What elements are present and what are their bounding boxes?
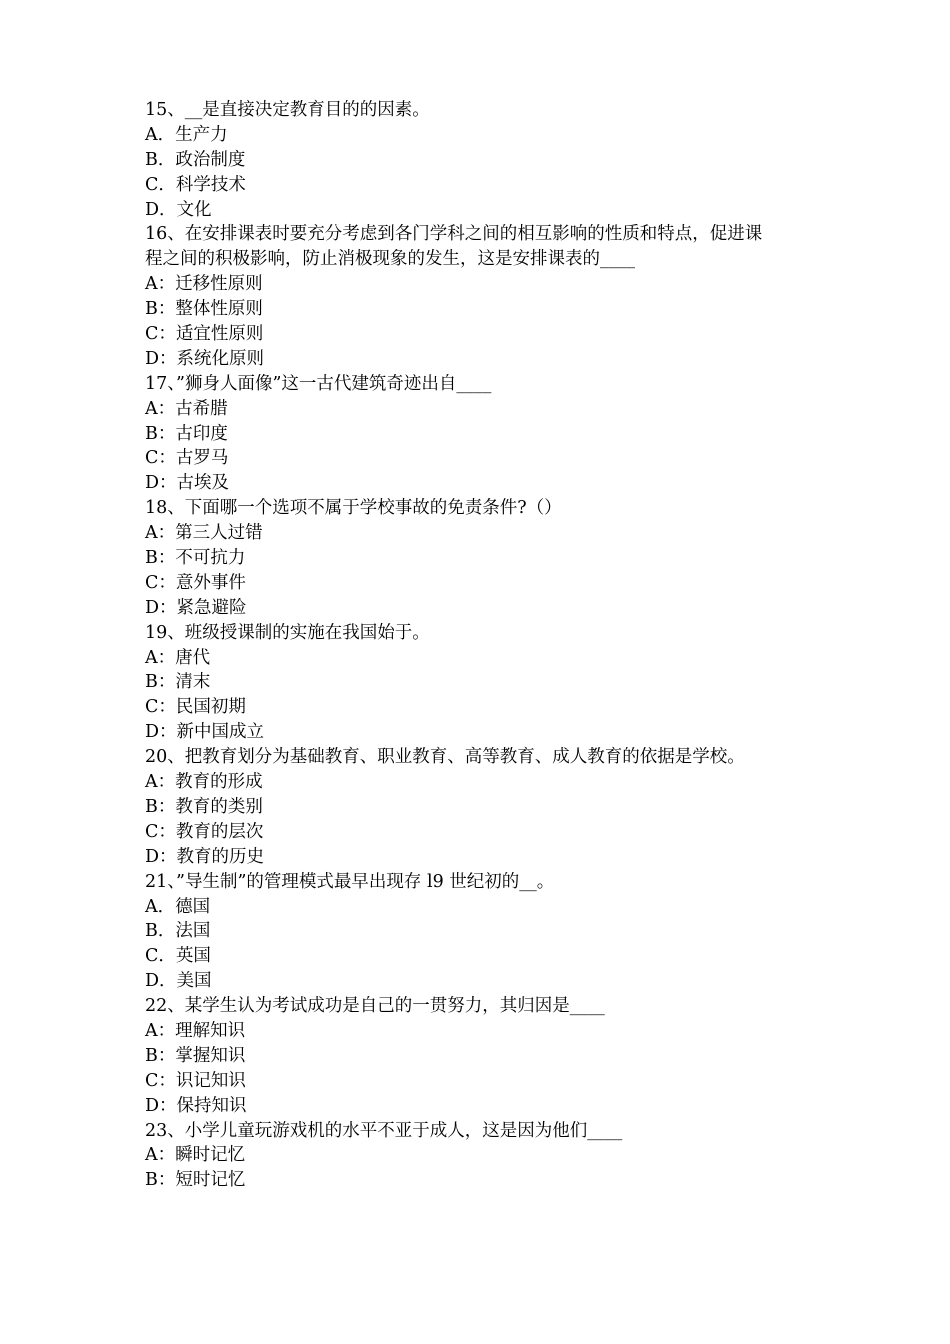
option-19b: B：清末 bbox=[145, 672, 211, 693]
option-19c: C：民国初期 bbox=[145, 697, 246, 718]
question-15: 15、__是直接决定教育目的的因素。 bbox=[145, 100, 430, 120]
option-21a: A．德国 bbox=[145, 896, 211, 917]
option-16c: C：适宜性原则 bbox=[145, 324, 264, 345]
option-16b: B：整体性原则 bbox=[145, 299, 263, 320]
option-16d: D：系统化原则 bbox=[145, 348, 265, 369]
option-15b: B．政治制度 bbox=[145, 149, 246, 170]
document-page bbox=[145, 98, 825, 1193]
option-20a: A：教育的形成 bbox=[145, 772, 263, 793]
option-18d: D：紧急避险 bbox=[145, 597, 247, 618]
option-22b: B：掌握知识 bbox=[145, 1045, 246, 1066]
option-15d: D．文化 bbox=[145, 199, 212, 220]
question-23: 23、小学儿童玩游戏机的水平不亚于成人，这是因为他们____ bbox=[145, 1120, 623, 1141]
option-17d: D：古埃及 bbox=[145, 473, 230, 494]
option-20d: D：教育的历史 bbox=[145, 846, 265, 867]
option-18b: B：不可抗力 bbox=[145, 548, 246, 569]
option-15a: A．生产力 bbox=[145, 124, 228, 145]
option-15c: C．科学技术 bbox=[145, 174, 246, 195]
option-17a: A：古希腊 bbox=[145, 398, 228, 419]
option-17b: B：古印度 bbox=[145, 423, 228, 444]
question-17: 17、”狮身人面像”这一古代建筑奇迹出自____ bbox=[145, 373, 492, 394]
option-21c: C．英国 bbox=[145, 946, 211, 967]
question-20: 20、把教育划分为基础教育、职业教育、高等教育、成人教育的依据是学校。 bbox=[145, 747, 745, 768]
option-22c: C：识记知识 bbox=[145, 1070, 246, 1091]
option-22d: D：保持知识 bbox=[145, 1095, 247, 1116]
option-19d: D：新中国成立 bbox=[145, 722, 265, 743]
option-21d: D．美国 bbox=[145, 971, 212, 992]
option-20c: C：教育的层次 bbox=[145, 821, 264, 842]
option-21b: B．法国 bbox=[145, 921, 211, 942]
option-23b: B：短时记忆 bbox=[145, 1170, 246, 1191]
question-21: 21、”导生制”的管理模式最早出现存 l9 世纪初的__。 bbox=[145, 871, 555, 892]
question-16-line1: 16、在安排课表时要充分考虑到各门学科之间的相互影响的性质和特点，促进课 bbox=[145, 224, 763, 245]
question-22: 22、某学生认为考试成功是自己的一贯努力，其归因是____ bbox=[145, 996, 605, 1017]
option-16a: A：迁移性原则 bbox=[145, 274, 263, 295]
question-16-line2: 程之间的积极影响，防止消极现象的发生，这是安排课表的____ bbox=[145, 249, 635, 270]
option-22a: A：理解知识 bbox=[145, 1020, 246, 1041]
option-19a: A：唐代 bbox=[145, 647, 211, 668]
option-18a: A：第三人过错 bbox=[145, 523, 263, 544]
option-23a: A：瞬时记忆 bbox=[145, 1145, 246, 1166]
option-18c: C：意外事件 bbox=[145, 572, 246, 593]
question-18: 18、下面哪一个选项不属于学校事故的免责条件?（） bbox=[145, 498, 562, 519]
option-17c: C：古罗马 bbox=[145, 448, 229, 469]
question-19: 19、班级授课制的实施在我国始于。 bbox=[145, 622, 430, 643]
option-20b: B：教育的类别 bbox=[145, 796, 263, 817]
